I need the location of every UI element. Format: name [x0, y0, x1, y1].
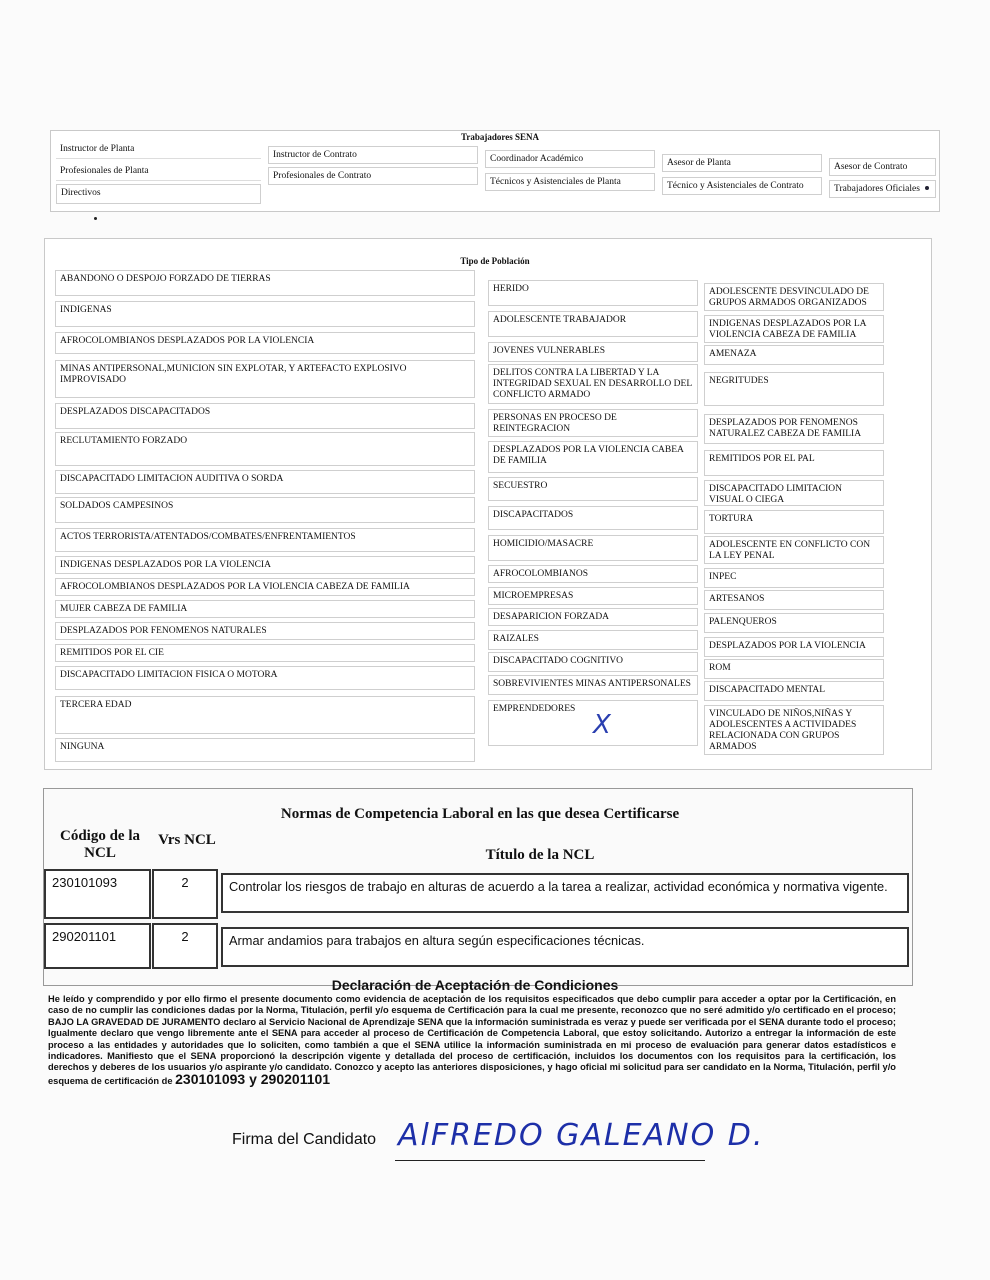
row1-version: 2: [152, 869, 218, 919]
poblacion-option[interactable]: NINGUNA: [55, 738, 475, 762]
row1-codigo: 230101093: [44, 869, 151, 919]
poblacion-option[interactable]: DISCAPACITADOS: [488, 506, 698, 530]
poblacion-option[interactable]: DISCAPACITADO MENTAL: [704, 681, 884, 701]
poblacion-option[interactable]: DESPLAZADOS POR FENOMENOS NATURALES: [55, 622, 475, 640]
firma-label: Firma del Candidato: [232, 1131, 377, 1148]
poblacion-option[interactable]: DESAPARICION FORZADA: [488, 608, 698, 626]
poblacion-option[interactable]: DELITOS CONTRA LA LIBERTAD Y LA INTEGRIDAD SEXUAL EN DESARROLLO DEL CONFLICTO ARMADO: [488, 364, 698, 404]
poblacion-option[interactable]: TERCERA EDAD: [55, 696, 475, 734]
poblacion-option[interactable]: DESPLAZADOS POR LA VIOLENCIA CABEA DE FAMILIA: [488, 441, 698, 473]
row1-titulo: Controlar los riesgos de trabajo en alturas de acuerdo a la tarea a realizar, actividad económica y normativa vigente.: [221, 873, 909, 913]
declaracion-body: [48, 994, 896, 1087]
row2-codigo: 290201101: [44, 923, 151, 969]
trabajador-tecnico-contrato[interactable]: Técnico y Asistenciales de Contrato: [662, 177, 822, 195]
trabajador-profesionales-planta[interactable]: Profesionales de Planta: [56, 163, 261, 181]
poblacion-option[interactable]: MINAS ANTIPERSONAL,MUNICION SIN EXPLOTAR, Y ARTEFACTO EXPLOSIVO IMPROVISADO: [55, 360, 475, 398]
poblacion-option[interactable]: REMITIDOS POR EL CIE: [55, 644, 475, 662]
poblacion-option[interactable]: AFROCOLOMBIANOS DESPLAZADOS POR LA VIOLENCIA CABEZA DE FAMILIA: [55, 578, 475, 596]
poblacion-option[interactable]: SECUESTRO: [488, 477, 698, 501]
poblacion-option[interactable]: INDIGENAS: [55, 301, 475, 327]
candidate-signature: AlFREDO GALEANO D.: [398, 1118, 765, 1153]
poblacion-option[interactable]: NEGRITUDES: [704, 372, 884, 406]
signature-line: [395, 1160, 705, 1161]
poblacion-option[interactable]: VINCULADO DE NIÑOS,NIÑAS Y ADOLESCENTES A ACTIVIDADES RELACIONADA CON GRUPOS ARMADOS: [704, 705, 884, 755]
selection-dot-icon: [925, 186, 929, 190]
header-version: Vrs NCL: [158, 832, 216, 848]
row2-titulo: Armar andamios para trabajos en altura según especificaciones técnicas.: [221, 927, 909, 967]
poblacion-option[interactable]: SOLDADOS CAMPESINOS: [55, 497, 475, 523]
poblacion-option[interactable]: DISCAPACITADO LIMITACION VISUAL O CIEGA: [704, 480, 884, 506]
poblacion-option[interactable]: PERSONAS EN PROCESO DE REINTEGRACION: [488, 409, 698, 437]
poblacion-option[interactable]: DISCAPACITADO COGNITIVO: [488, 652, 698, 672]
trabajador-profesionales-contrato[interactable]: Profesionales de Contrato: [268, 167, 478, 185]
poblacion-option[interactable]: EMPRENDEDORES: [488, 700, 698, 746]
trabajador-asesor-planta[interactable]: Asesor de Planta: [662, 154, 822, 172]
trabajador-instructor-planta[interactable]: Instructor de Planta: [56, 141, 261, 159]
row2-version: 2: [152, 923, 218, 969]
declaracion-text: He leído y comprendido y por ello firmo el presente documento como evidencia de aceptación de los requisitos especificados que debo cumplir para acceder a optar por la Certificación, en caso de no cumplir las condiciones dadas por la Norma, Titulación, perfil y/o esquema de Certificación para la cual me presente, reconozco que no seré admitido y/o certificado en el proceso; BAJO LA GRAVEDAD DE JURAMENTO declaro al Servicio Nacional de Aprendizaje SENA que la información suministrada es veraz y puede ser verificada por el SENA durante todo el proceso; Igualmente declaro que vengo libremente ante el SENA para acceder al proceso de Certificación de Competencia Laboral, que estoy solicitando. Autorizo a entregar la información de este proceso a las entidades y autoridades que lo soliciten, como también a que el SENA utilice la información suministrada en mi proceso de evaluación para generar datos estadísticos e indicadores. Manifiesto que el SENA proporcionó la descripción vigente y detallada del proceso de certificación, incluidos los documentos con los requisitos para la certificación, los derechos y deberes de los usuarios y/o aspirante y/o candidato. Conozco y acepto las anteriores disposiciones, y hago oficial mi solicitud para ser candidato en la Norma, Titulación, perfil y/o esquema de certificación de: [48, 994, 896, 1086]
poblacion-option[interactable]: DESPLAZADOS DISCAPACITADOS: [55, 403, 475, 429]
poblacion-option[interactable]: AMENAZA: [704, 345, 884, 365]
poblacion-option[interactable]: ARTESANOS: [704, 590, 884, 610]
declaracion-title: Declaración de Aceptación de Condiciones: [331, 977, 619, 993]
poblacion-option[interactable]: PALENQUEROS: [704, 613, 884, 633]
poblacion-option[interactable]: REMITIDOS POR EL PAL: [704, 450, 884, 476]
trabajador-tecnicos-planta[interactable]: Técnicos y Asistenciales de Planta: [485, 173, 655, 191]
poblacion-option[interactable]: INDIGENAS DESPLAZADOS POR LA VIOLENCIA CABEZA DE FAMILIA: [704, 315, 884, 343]
poblacion-option[interactable]: ROM: [704, 659, 884, 679]
poblacion-option[interactable]: INDIGENAS DESPLAZADOS POR LA VIOLENCIA: [55, 556, 475, 574]
trabajador-oficiales[interactable]: Trabajadores Oficiales: [829, 180, 936, 198]
poblacion-option[interactable]: RAIZALES: [488, 630, 698, 650]
header-codigo: Código de la NCL: [59, 828, 140, 861]
poblacion-option[interactable]: AFROCOLOMBIANOS: [488, 565, 698, 583]
poblacion-option[interactable]: INPEC: [704, 568, 884, 588]
poblacion-option[interactable]: RECLUTAMIENTO FORZADO: [55, 432, 475, 466]
poblacion-option[interactable]: ABANDONO O DESPOJO FORZADO DE TIERRAS: [55, 270, 475, 296]
poblacion-option[interactable]: ADOLESCENTE DESVINCULADO DE GRUPOS ARMADOS ORGANIZADOS: [704, 283, 884, 311]
trabajadores-title: Trabajadores SENA: [461, 132, 539, 142]
poblacion-option[interactable]: ADOLESCENTE TRABAJADOR: [488, 311, 698, 337]
trabajador-directivos[interactable]: Directivos: [56, 184, 261, 204]
poblacion-option[interactable]: MUJER CABEZA DE FAMILIA: [55, 600, 475, 618]
header-titulo: Título de la NCL: [485, 847, 595, 863]
poblacion-option[interactable]: DESPLAZADOS POR FENOMENOS NATURALEZ CABEZA DE FAMILIA: [704, 414, 884, 444]
poblacion-option[interactable]: JOVENES VULNERABLES: [488, 342, 698, 362]
poblacion-option[interactable]: ADOLESCENTE EN CONFLICTO CON LA LEY PENAL: [704, 536, 884, 564]
poblacion-option[interactable]: MICROEMPRESAS: [488, 587, 698, 605]
poblacion-option[interactable]: SOBREVIVIENTES MINAS ANTIPERSONALES: [488, 675, 698, 695]
poblacion-option[interactable]: TORTURA: [704, 510, 884, 534]
declaracion-codes: 230101093 y 290201101: [175, 1070, 331, 1087]
poblacion-option[interactable]: ACTOS TERRORISTA/ATENTADOS/COMBATES/ENFRENTAMIENTOS: [55, 528, 475, 552]
poblacion-option[interactable]: HOMICIDIO/MASACRE: [488, 535, 698, 561]
trabajador-instructor-contrato[interactable]: Instructor de Contrato: [268, 146, 478, 164]
selected-x-mark: X: [593, 710, 611, 740]
trabajador-coordinador-academico[interactable]: Coordinador Académico: [485, 150, 655, 168]
poblacion-option[interactable]: DISCAPACITADO LIMITACION AUDITIVA O SORDA: [55, 470, 475, 494]
trabajador-asesor-contrato[interactable]: Asesor de Contrato: [829, 158, 936, 176]
normas-title: Normas de Competencia Laboral en las que desea Certificarse: [280, 806, 680, 822]
poblacion-option[interactable]: HERIDO: [488, 280, 698, 306]
poblacion-option[interactable]: DESPLAZADOS POR LA VIOLENCIA: [704, 637, 884, 657]
poblacion-title: Tipo de Población: [460, 256, 530, 266]
stray-dot-icon: [94, 217, 97, 220]
poblacion-option[interactable]: AFROCOLOMBIANOS DESPLAZADOS POR LA VIOLENCIA: [55, 332, 475, 354]
poblacion-option[interactable]: DISCAPACITADO LIMITACION FISICA O MOTORA: [55, 666, 475, 690]
